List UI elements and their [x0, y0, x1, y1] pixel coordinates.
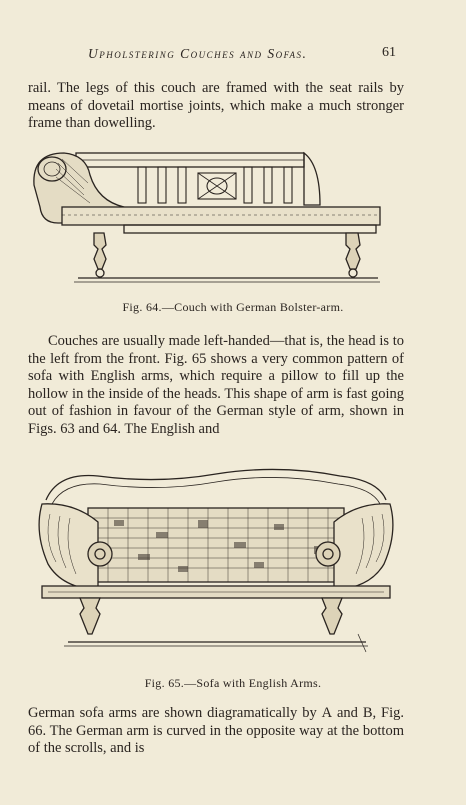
letter-b: B [362, 705, 373, 721]
figure-65-caption: Fig. 65.—Sofa with English Arms. [144, 676, 322, 690]
running-title: Upholstering Couches and Sofas. [88, 46, 308, 61]
paragraph-continuation: rail. The legs of this couch are framed with the seat rails by means of dovetail mortise joints, which make a much stronger frame than dowelling. [28, 80, 404, 131]
figure-64-caption: Fig. 64.—Couch with German Bolster-arm. [122, 300, 344, 314]
p3-text-1: German sofa arms are shown diagramatically by [28, 705, 322, 721]
page-number: 61 [382, 45, 396, 60]
p3-text-2: and [332, 705, 363, 721]
letter-a: A [321, 705, 333, 721]
sofa-illustration [28, 462, 404, 672]
paragraph-body-end [28, 705, 404, 758]
paragraph-body: Couches are usually made left-handed—that is, the head is to the left from the front. Fig. 65 shows a very common pattern of sofa with English arms, which require a pillow to fill up the hollow in the inside of the heads. This shape of arm is fast going out of fashion in favour of the German style of arm, shown in Figs. 63 and 64. The English and [28, 333, 404, 437]
couch-illustration [28, 145, 404, 293]
p3-text-3: , Fig. 66. The German arm is curved in the opposite way at the bottom of the scrolls, and is [28, 705, 405, 756]
page-header [0, 46, 466, 68]
